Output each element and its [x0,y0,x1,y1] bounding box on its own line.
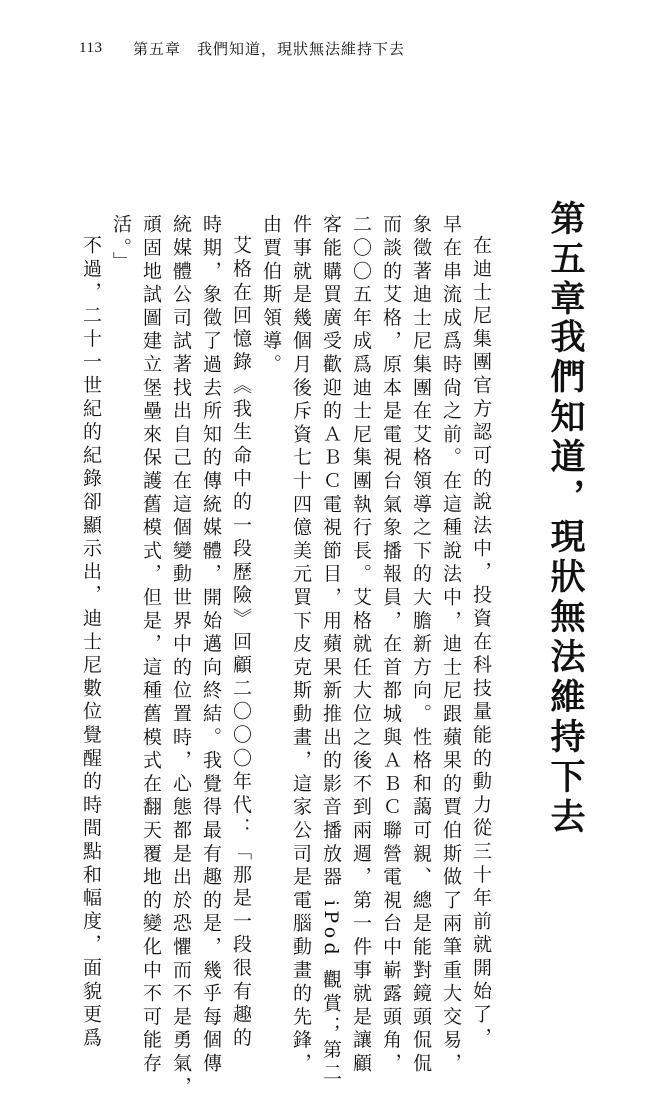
text-column: 而談的艾格，原本是電視台氣象播報員，在首都城與ＡＢＣ聯營電視台中嶄露頭角， [380,214,402,1077]
text-column: 象徵著迪士尼集團在艾格領導之下的大膽新方向。性格和藹可親、總是能對鏡頭侃侃 [410,214,432,1077]
text-column: 早在串流成爲時尙之前。在這種說法中，迪士尼跟蘋果的賈伯斯做了兩筆重大交易， [440,214,462,1077]
text-column: 二〇〇五年成爲迪士尼集團執行長。艾格就任大位之後不到兩週，第一件事就是讓顧 [350,214,372,1077]
text-column: 由賈伯斯領導。 [260,214,282,378]
chapter-label: 第五章 [545,200,586,320]
text-column: 在迪士尼集團官方認可的說法中，投資在科技量能的動力從三十年前就開始了， [470,235,492,1051]
text-column: 不過，二十一世紀的紀錄卻顯示出，迪士尼數位覺醒的時間點和幅度，面貌更爲 [80,235,102,1051]
text-column: 客能購買廣受歡迎的ＡＢＣ電視節目，用蘋果新推出的影音播放器 iPod 觀賞；第二 [320,214,342,1086]
text-column: 活。」 [110,214,132,275]
text-column: 艾格在回憶錄《我生命中的一段歷險》回顧二〇〇〇年代：「那是一段很有趣的 [230,235,252,1051]
running-header: 第五章 我們知道，現狀無法維持下去 [133,40,406,58]
text-column: 統媒體公司試著找出自己在這個變動世界中的位置時，心態都是出於恐懼而不是勇氣， [170,214,192,1099]
text-column: 時期，象徵了過去所知的傳統媒體，開始邁向終結。我覺得最有趣的是，幾乎每個傳 [200,214,222,1077]
page-number: 113 [79,40,103,56]
text-column: 頑固地試圖建立堡壘來保護舊模式，但是，這種舊模式在翻天覆地的變化中不可能存 [140,214,162,1077]
chapter-title: 我們知道，現狀無法維持下去 [545,318,586,838]
text-column: 件事就是幾個月後斥資七十四億美元買下皮克斯動畫，這家公司是電腦動畫的先鋒， [290,214,312,1077]
